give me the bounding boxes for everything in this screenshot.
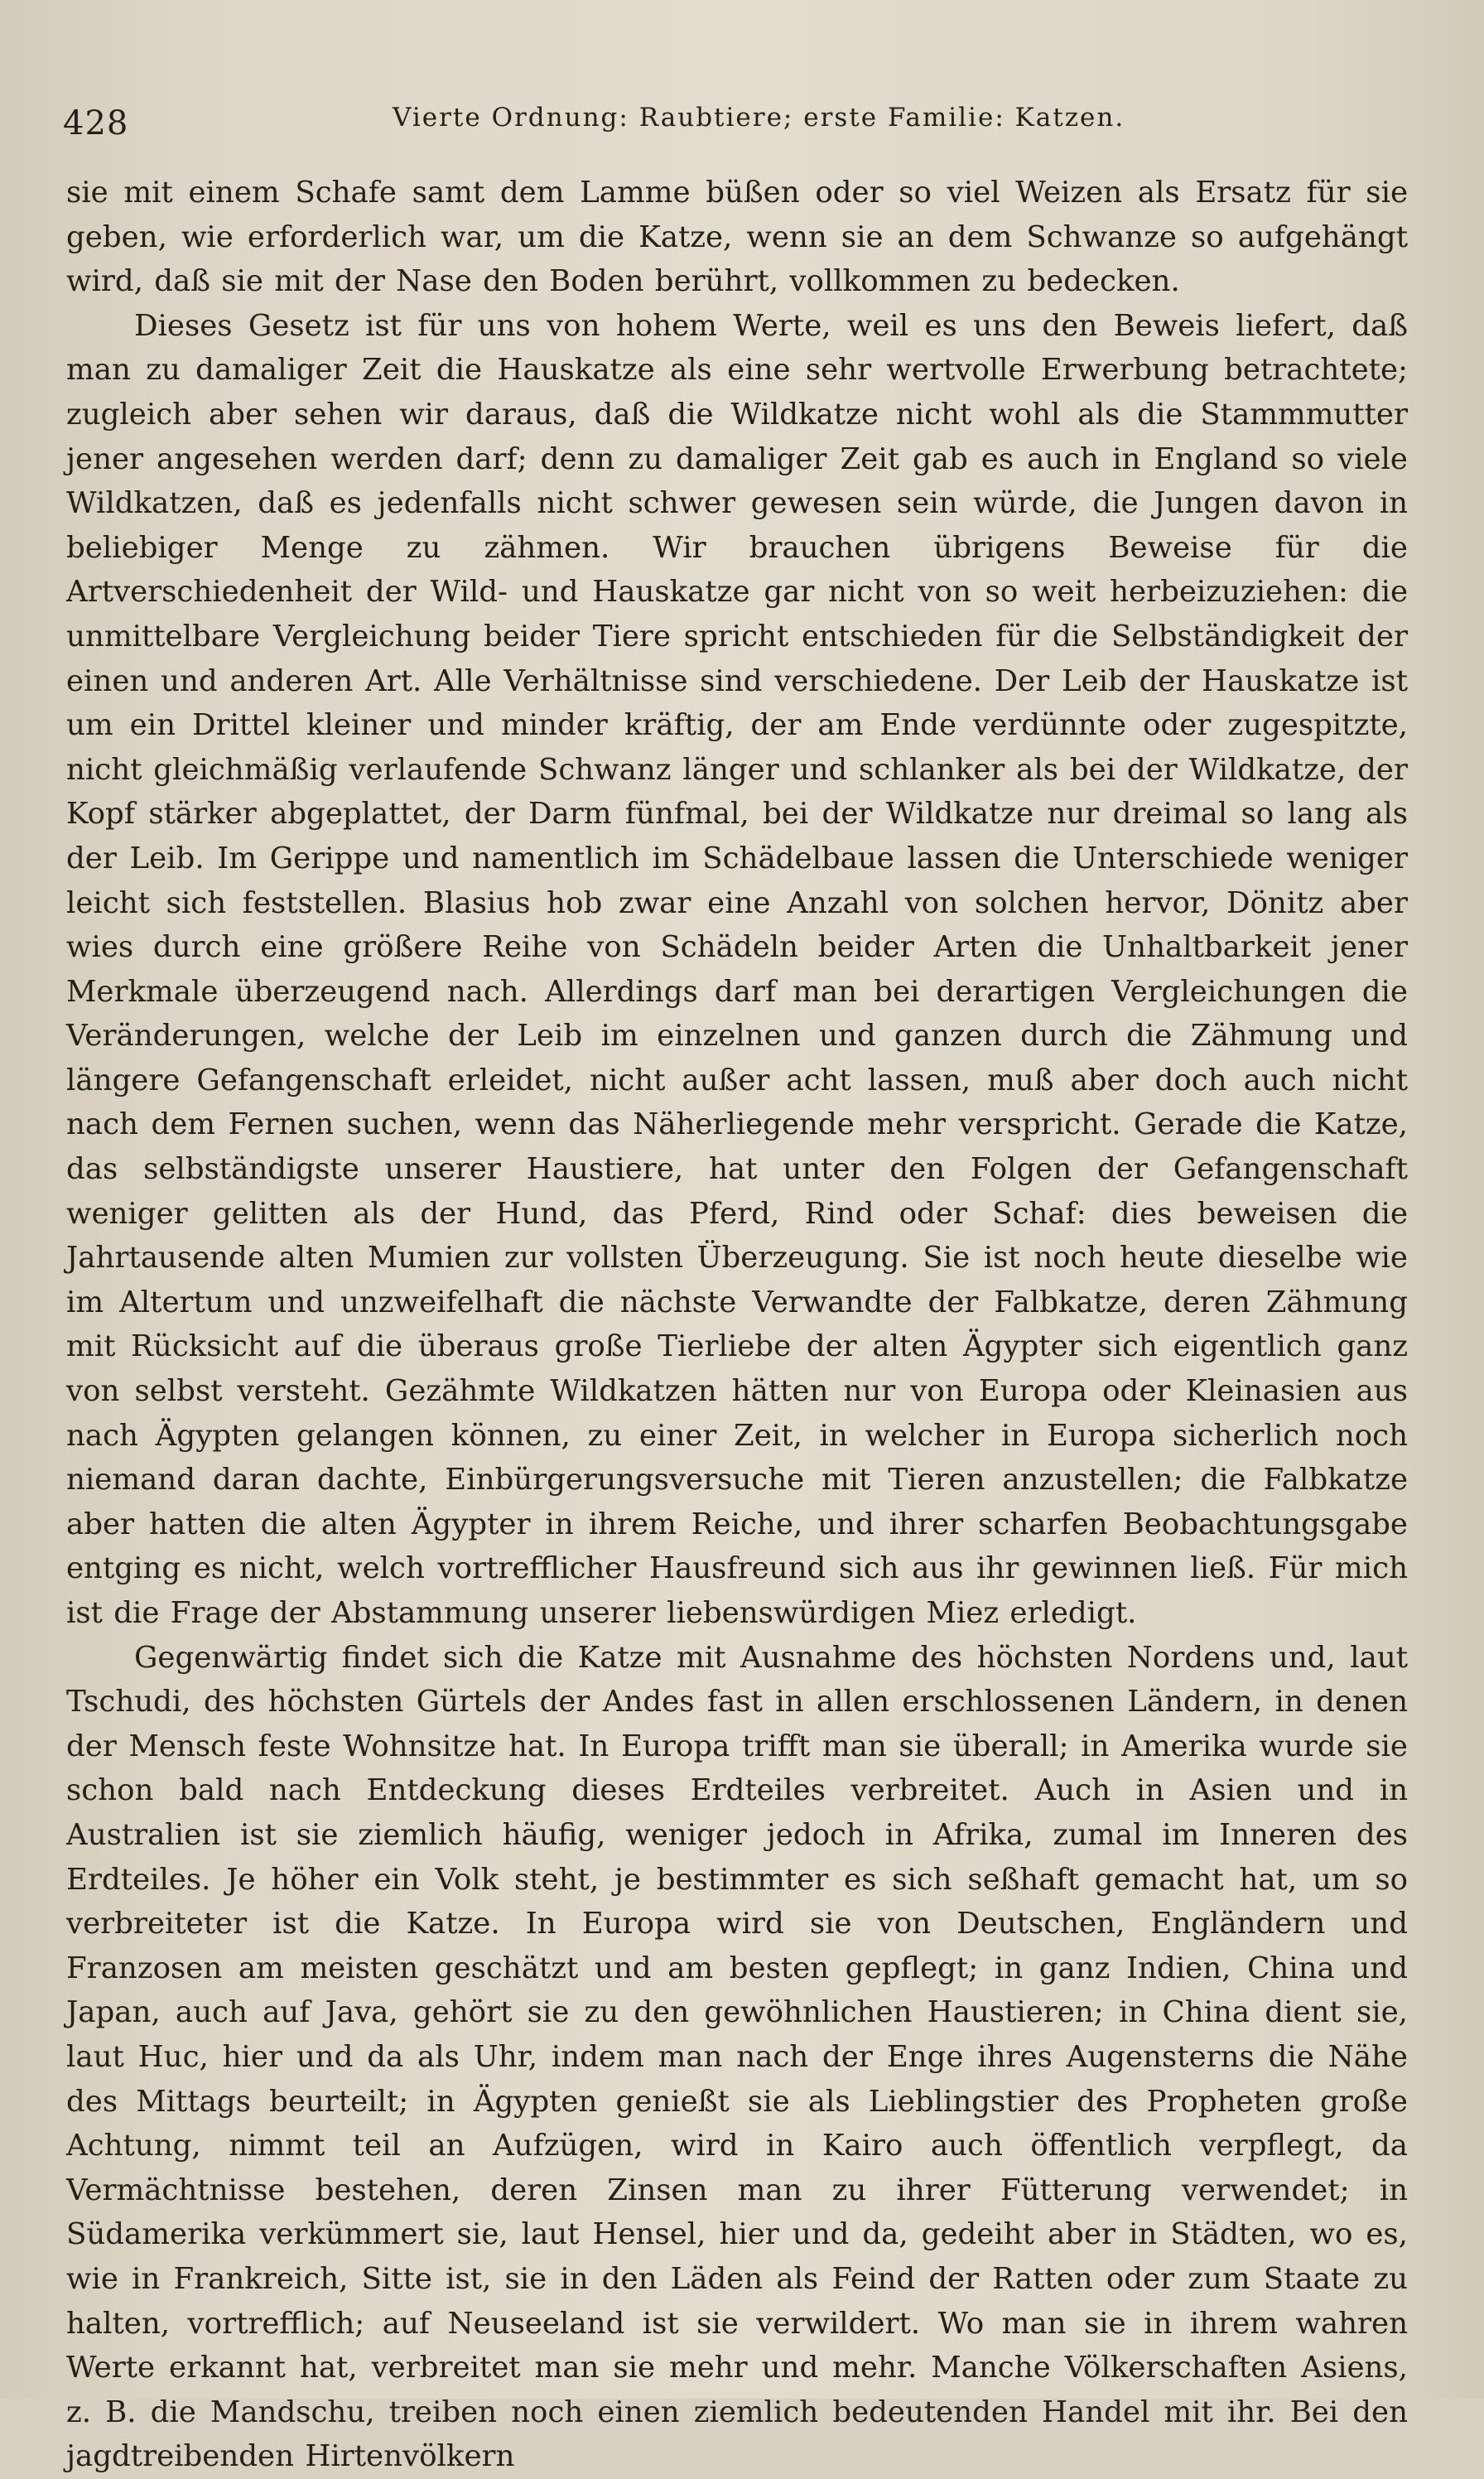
running-head: Vierte Ordnung: Raubtiere; erste Familie: Katzen. — [393, 103, 1125, 133]
page-number: 428 — [63, 104, 129, 142]
paragraph-continuation: sie mit einem Schafe samt dem Lamme büßen oder so viel Weizen als Ersatz für sie geben, wie erforderlich war, um die Katze, wenn sie an dem Schwanze so aufgehängt wird, daß sie mit der Nase den Boden berührt, vollkommen zu bedecken. — [66, 176, 1408, 299]
body-text — [66, 171, 1408, 2479]
paragraph: Gegenwärtig findet sich die Katze mit Ausnahme des höchsten Nordens und, laut Tschudi, des höchsten Gürtels der Andes fast in allen erschlossenen Ländern, in denen der Mensch feste Wohnsitze hat. In Europa trifft man sie überall; in Amerika wurde sie schon bald nach Entdeckung dieses Erdteiles verbreitet. Auch in Asien und in Australien ist sie ziemlich häufig, weniger jedoch in Afrika, zumal im Inneren des Erdteiles. Je höher ein Volk steht, je bestimmter es sich seßhaft gemacht hat, um so verbreiteter ist die Katze. In Europa wird sie von Deutschen, Engländern und Franzosen am meisten geschätzt und am besten gepflegt; in ganz Indien, China und Japan, auch auf Java, gehört sie zu den gewöhnlichen Haustieren; in China dient sie, laut Huc, hier und da als Uhr, indem man nach der Enge ihres Augensterns die Nähe des Mittags beurteilt; in Ägypten genießt sie als Lieblingstier des Propheten große Achtung, nimmt teil an Aufzügen, wird in Kairo auch öffentlich verpflegt, da Vermächtnisse bestehen, deren Zinsen man zu ihrer Fütterung verwendet; in Südamerika verkümmert sie, laut Hensel, hier und da, gedeiht aber in Städten, wo es, wie in Frankreich, Sitte ist, sie in den Läden als Feind der Ratten oder zum Staate zu halten, vortrefflich; auf Neuseeland ist sie verwildert. Wo man sie in ihrem wahren Werte erkannt hat, verbreitet man sie mehr und mehr. Manche Völkerschaften Asiens, z. B. die Mandschu, treiben noch einen ziemlich bedeutenden Handel mit ihr. Bei den jagdtreibenden Hirtenvölkern — [66, 1640, 1408, 2474]
page-header — [63, 94, 1421, 144]
paragraph: Dieses Gesetz ist für uns von hohem Werte, weil es uns den Beweis liefert, daß man zu damaliger Zeit die Hauskatze als eine sehr wertvolle Erwerbung betrachtete; zugleich aber sehen wir daraus, daß die Wildkatze nicht wohl als die Stammmutter jener angesehen werden darf; denn zu damaliger Zeit gab es auch in England so viele Wildkatzen, daß es jedenfalls nicht schwer gewesen sein würde, die Jungen davon in beliebiger Menge zu zähmen. Wir brauchen übrigens Beweise für die Artverschiedenheit der Wild- und Hauskatze gar nicht von so weit herbeizuziehen: die unmittelbare Vergleichung beider Tiere spricht entschieden für die Selbständigkeit der einen und anderen Art. Alle Verhältnisse sind verschiedene. Der Leib der Hauskatze ist um ein Drittel kleiner und minder kräftig, der am Ende verdünnte oder zugespitzte, nicht gleichmäßig verlaufende Schwanz länger und schlanker als bei der Wildkatze, der Kopf stärker abgeplattet, der Darm fünfmal, bei der Wildkatze nur dreimal so lang als der Leib. Im Gerippe und namentlich im Schädelbaue lassen die Unterschiede weniger leicht sich feststellen. Blasius hob zwar eine Anzahl von solchen hervor, Dönitz aber wies durch eine größere Reihe von Schädeln beider Arten die Unhaltbarkeit jener Merkmale überzeugend nach. Allerdings darf man bei derartigen Vergleichungen die Veränderungen, welche der Leib im einzelnen und ganzen durch die Zähmung und längere Gefangenschaft erleidet, nicht außer acht lassen, muß aber doch auch nicht nach dem Fernen suchen, wenn das Näherliegende mehr verspricht. Gerade die Katze, das selbständigste unserer Haustiere, hat unter den Folgen der Gefangenschaft weniger gelitten als der Hund, das Pferd, Rind oder Schaf: dies beweisen die Jahrtausende alten Mumien zur vollsten Überzeugung. Sie ist noch heute dieselbe wie im Altertum und unzweifelhaft die nächste Verwandte der Falbkatze, deren Zähmung mit Rücksicht auf die überaus große Tierliebe der alten Ägypter sich eigentlich ganz von selbst versteht. Gezähmte Wildkatzen hätten nur von Europa oder Kleinasien aus nach Ägypten gelangen können, zu einer Zeit, in welcher in Europa sicherlich noch niemand daran dachte, Einbürgerungsversuche mit Tieren anzustellen; die Falbkatze aber hatten die alten Ägypter in ihrem Reiche, und ihrer scharfen Beobachtungsgabe entging es nicht, welch vortrefflicher Hausfreund sich aus ihr gewinnen ließ. Für mich ist die Frage der Abstammung unserer liebenswürdigen Miez erledigt. — [66, 308, 1408, 1630]
